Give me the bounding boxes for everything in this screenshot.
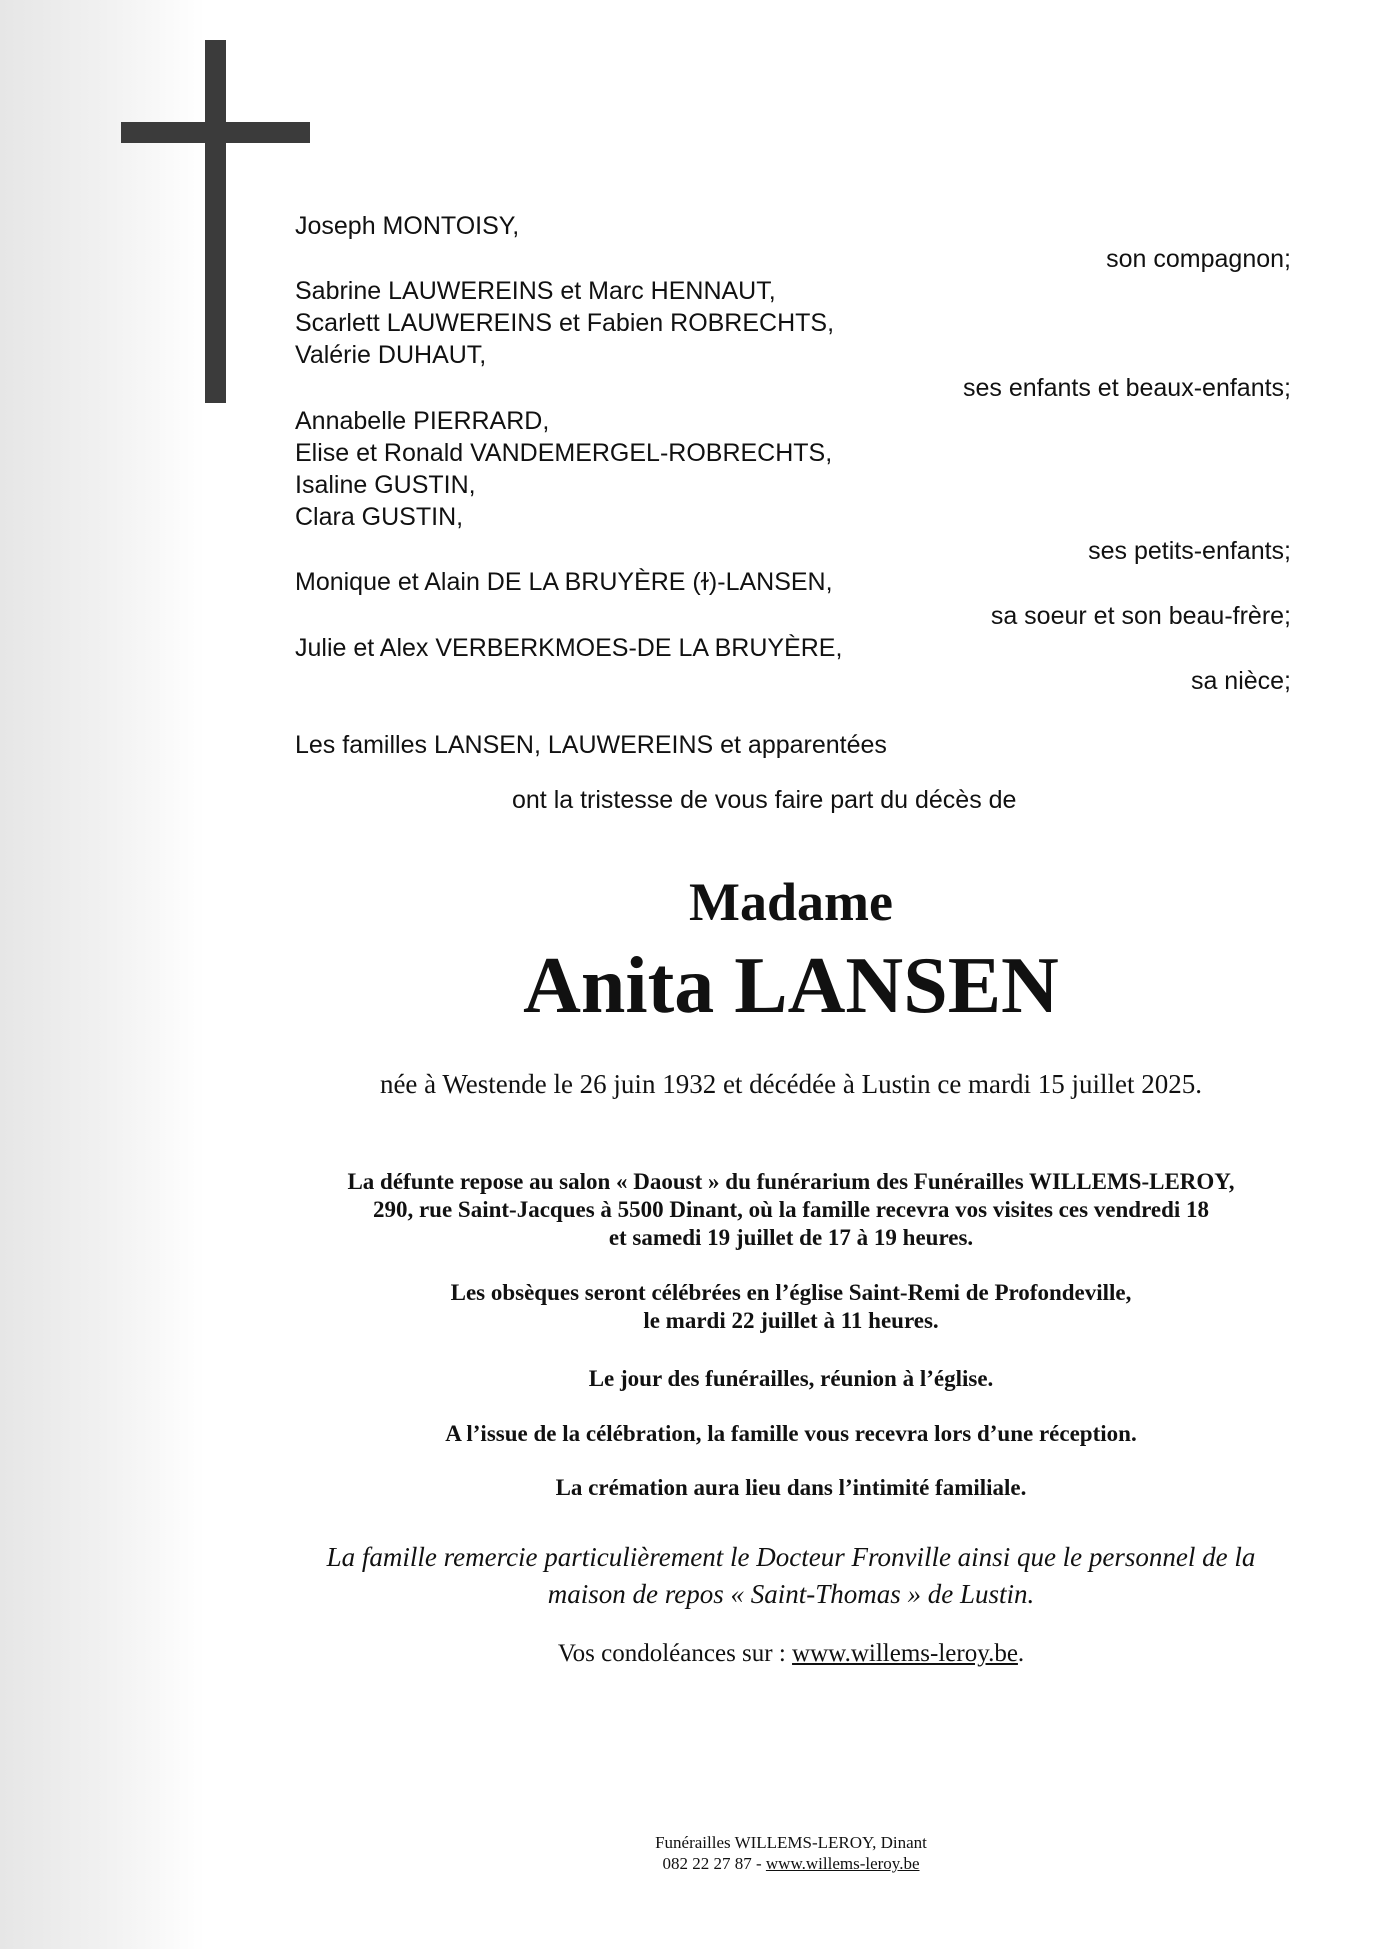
footer [205,1832,1377,1874]
grandchild-name: Elise et Ronald VANDEMERGEL-ROBRECHTS, [295,439,833,467]
companion-name: Joseph MONTOISY, [295,212,520,240]
child-name: Sabrine LAUWEREINS et Marc HENNAUT, [295,277,776,305]
viewing-line: et samedi 19 juillet de 17 à 19 heures. [608,1225,974,1250]
condolences-prefix: Vos condoléances sur : [557,1640,793,1667]
viewing-line: 290, rue Saint-Jacques à 5500 Dinant, où la famille recevra vos visites ces vendredi 18 [372,1197,1210,1222]
cross-icon-bar [121,122,310,143]
birth-death-line: née à Westende le 26 juin 1932 et décédée à Lustin ce mardi 15 juillet 2025. [379,1069,1203,1099]
grandchild-name: Isaline GUSTIN, [295,471,476,499]
thanks-text [205,1539,1377,1613]
condolences-line [205,1637,1377,1671]
families-line: Les familles LANSEN, LAUWEREINS et apparentées [295,731,887,759]
child-name: Valérie DUHAUT, [295,341,487,369]
gray-side-panel [0,0,205,1949]
announcement-line: ont la tristesse de vous faire part du décès de [512,786,1017,814]
condolences-link[interactable]: www.willems-leroy.be [792,1640,1018,1667]
footer-company: Funérailles WILLEMS-LEROY, Dinant [655,1833,927,1852]
companion-relation: son compagnon; [1106,245,1291,273]
viewing-info [205,1168,1377,1252]
grandchild-name: Clara GUSTIN, [295,503,464,531]
cross-icon [205,40,226,403]
condolences-suffix: . [1017,1640,1025,1667]
deceased-name: Anita LANSEN [523,942,1059,1030]
meeting-info: Le jour des funérailles, réunion à l’église. [588,1366,994,1391]
reception-info: A l’issue de la célébration, la famille vous recevra lors d’une réception. [445,1421,1137,1446]
viewing-line: La défunte repose au salon « Daoust » du funérarium des Funérailles WILLEMS-LEROY, [347,1169,1235,1194]
footer-phone: 082 22 27 87 - [662,1854,766,1873]
niece-name: Julie et Alex VERBERKMOES-DE LA BRUYÈRE, [295,634,843,662]
footer-contact [205,1853,1377,1874]
children-relation: ses enfants et beaux-enfants; [963,374,1291,402]
sister-name: Monique et Alain DE LA BRUYÈRE (ɫ)-LANSEN, [295,568,833,596]
niece-relation: sa nièce; [1190,667,1291,695]
thanks-line: maison de repos « Saint-Thomas » de Lustin. [547,1579,1035,1609]
cremation-info: La crémation aura lieu dans l’intimité familiale. [555,1475,1027,1500]
funeral-info [205,1279,1377,1335]
child-name: Scarlett LAUWEREINS et Fabien ROBRECHTS, [295,309,835,337]
sister-relation: sa soeur et son beau-frère; [990,602,1291,630]
thanks-line: La famille remercie particulièrement le Docteur Fronville ainsi que le personnel de la [326,1542,1256,1572]
grandchild-name: Annabelle PIERRARD, [295,407,550,435]
deceased-title: Madame [689,872,893,932]
grandchildren-relation: ses petits-enfants; [1088,537,1291,565]
funeral-line: le mardi 22 juillet à 11 heures. [643,1308,939,1333]
footer-link[interactable]: www.willems-leroy.be [765,1854,920,1873]
funeral-line: Les obsèques seront célébrées en l’église Saint-Remi de Profondeville, [450,1280,1132,1305]
